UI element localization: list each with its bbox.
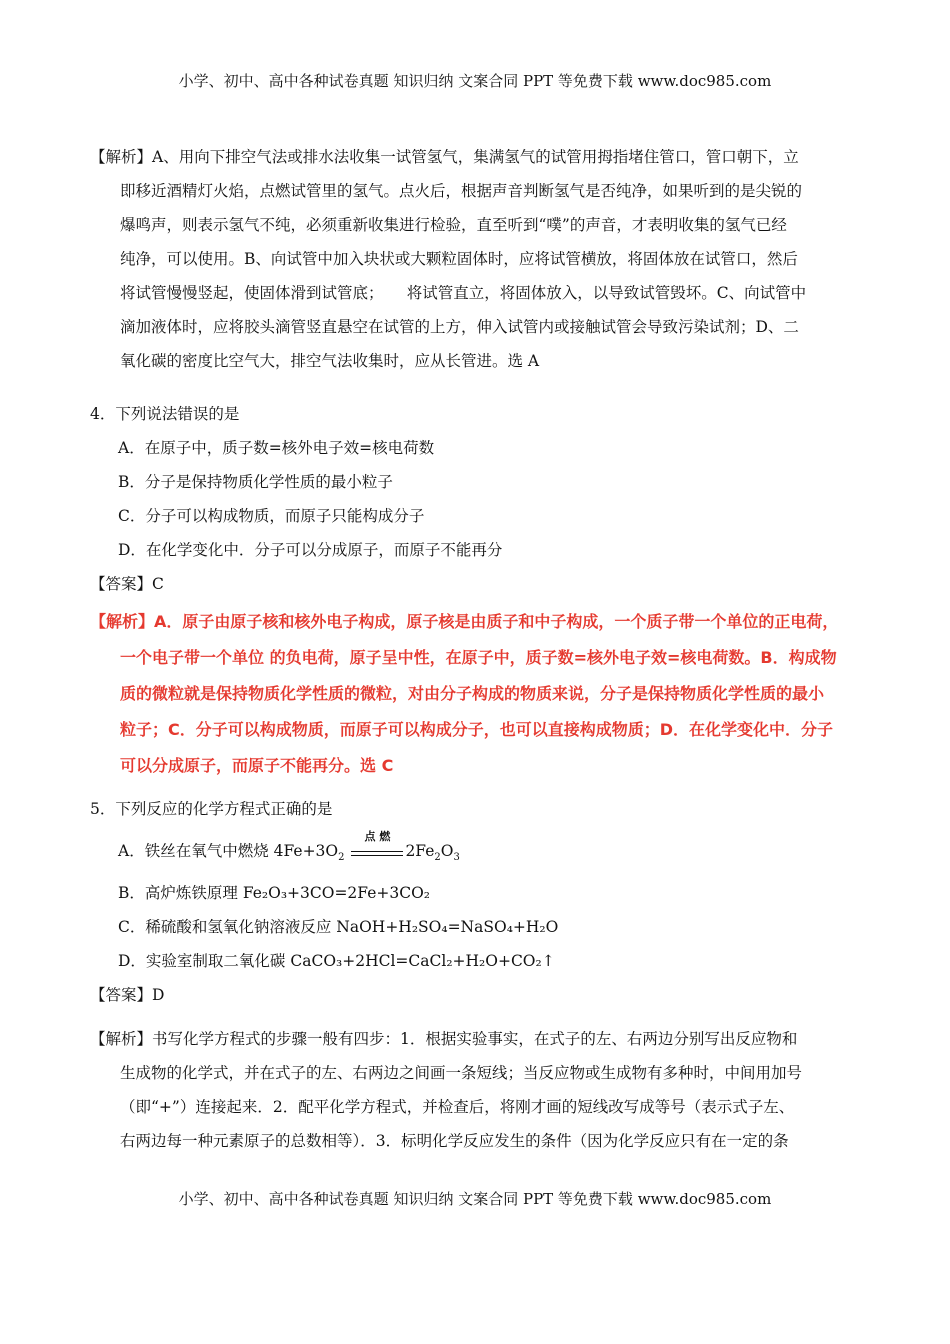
q5-analysis <box>90 1022 880 1158</box>
equation-right-o: O <box>440 842 454 860</box>
question-stem: 5．下列反应的化学方程式正确的是 <box>90 800 333 818</box>
analysis-line: 【解析】A．原子由原子核和核外电子构成，原子核是由质子和中子构成，一个质子带一个单位的正电荷， <box>90 612 839 631</box>
question-4 <box>90 397 502 601</box>
q4-analysis <box>90 604 880 784</box>
analysis-line: 将试管慢慢竖起，使固体滑到试管底； 将试管直立，将固体放入，以导致试管毁坏。C、向试管中 <box>120 284 807 302</box>
answer-label: 【答案】C <box>90 575 164 593</box>
analysis-line: 【解析】A、用向下排空气法或排水法收集一试管氢气，集满氢气的试管用拇指堵住管口，管口朝下，立 <box>90 148 799 166</box>
page-footer: 小学、初中、高中各种试卷真题 知识归纳 文案合同 PPT 等免费下载 www.doc985.com <box>178 1190 772 1208</box>
page-header: 小学、初中、高中各种试卷真题 知识归纳 文案合同 PPT 等免费下载 www.doc985.com <box>178 72 772 90</box>
equals-bar <box>351 851 403 852</box>
analysis-line: 滴加液体时，应将胶头滴管竖直悬空在试管的上方，伸入试管内或接触试管会导致污染试剂；D、二 <box>120 318 799 336</box>
option-c: C．分子可以构成物质，而原子只能构成分子 <box>118 507 425 525</box>
question-stem: 4．下列说法错误的是 <box>90 405 240 423</box>
option-b: B．分子是保持物质化学性质的最小粒子 <box>118 473 393 491</box>
subscript: 2 <box>338 852 345 864</box>
option-d: D．在化学变化中．分子可以分成原子，而原子不能再分 <box>118 541 503 559</box>
option-a <box>90 826 558 876</box>
analysis-line: 一个电子带一个单位 的负电荷，原子呈中性，在原子中，质子数=核外电子效=核电荷数。B．构成物 <box>120 648 837 667</box>
q3-analysis <box>90 140 870 378</box>
analysis-line: 氧化碳的密度比空气大，排空气法收集时，应从长管进。选 A <box>120 352 540 370</box>
analysis-line: 即移近酒精灯火焰，点燃试管里的氢气。点火后，根据声音判断氢气是否纯净，如果听到的是尖锐的 <box>120 182 803 200</box>
reaction-condition: 点 燃 <box>364 830 391 843</box>
analysis-line: 可以分成原子，而原子不能再分。选 C <box>120 756 394 775</box>
reaction-condition-equals <box>351 830 403 862</box>
analysis-line: 【解析】书写化学方程式的步骤一般有四步：1．根据实验事实，在式子的左、右两边分别写出反应物和 <box>90 1030 798 1048</box>
equals-bar <box>351 855 403 856</box>
subscript: 2 <box>434 852 441 864</box>
answer-label: 【答案】D <box>90 986 165 1004</box>
analysis-line: （即“+”）连接起来．2．配平化学方程式，并检查后，将刚才画的短线改写成等号（表示式子左、 <box>120 1098 795 1116</box>
option-d: D．实验室制取二氧化碳 CaCO₃+2HCl=CaCl₂+H₂O+CO₂↑ <box>118 952 555 970</box>
option-b: B．高炉炼铁原理 Fe₂O₃+3CO=2Fe+3CO₂ <box>118 884 431 902</box>
option-c: C．稀硫酸和氢氧化钠溶液反应 NaOH+H₂SO₄=NaSO₄+H₂O <box>118 918 559 936</box>
equation-right: 2Fe <box>405 842 435 860</box>
analysis-line: 粒子；C．分子可以构成物质，而原子可以构成分子，也可以直接构成物质；D．在化学变化中．分子 <box>120 720 834 739</box>
subscript: 3 <box>453 852 460 864</box>
equation-left: A．铁丝在氧气中燃烧 4Fe+3O <box>118 842 339 860</box>
option-a: A．在原子中，质子数=核外电子效=核电荷数 <box>118 439 435 457</box>
analysis-line: 纯净，可以使用。B、向试管中加入块状或大颗粒固体时，应将试管横放，将固体放在试管口，然后 <box>120 250 798 268</box>
question-5 <box>90 792 558 1012</box>
analysis-line: 质的微粒就是保持物质化学性质的微粒，对由分子构成的物质来说，分子是保持物质化学性质的最小 <box>120 684 825 703</box>
analysis-line: 生成物的化学式，并在式子的左、右两边之间画一条短线；当反应物或生成物有多种时，中间用加号 <box>120 1064 803 1082</box>
analysis-line: 右两边每一种元素原子的总数相等）．3．标明化学反应发生的条件（因为化学反应只有在一定的条 <box>120 1132 789 1150</box>
analysis-line: 爆鸣声，则表示氢气不纯，必须重新收集进行检验，直至听到“噗”的声音，才表明收集的氢气已经 <box>120 216 787 234</box>
